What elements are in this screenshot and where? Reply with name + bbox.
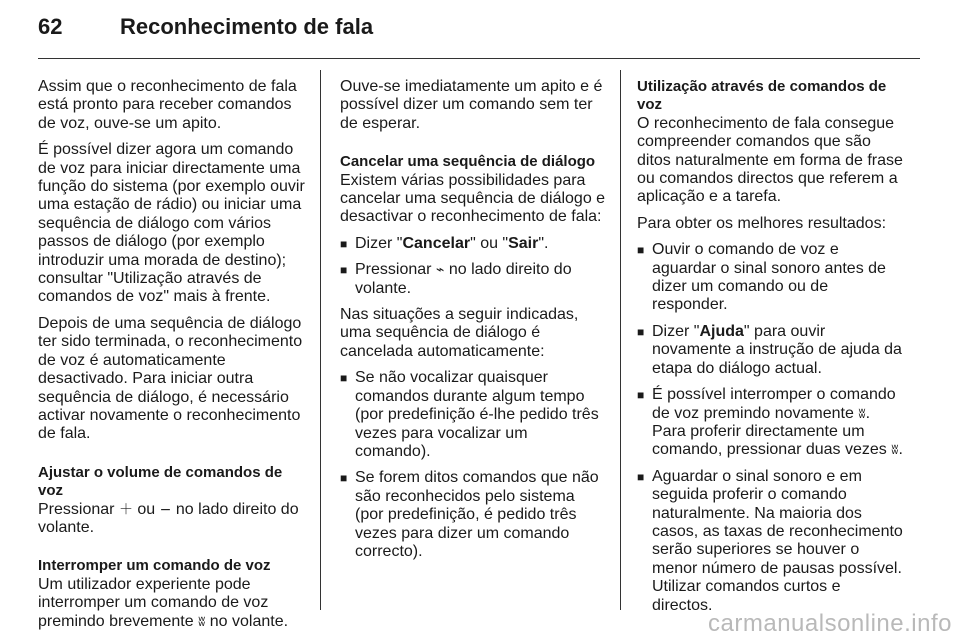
column-1	[38, 78, 306, 639]
section-heading-cancel: Cancelar uma sequência de diálogo	[340, 153, 596, 171]
bullet-icon: ■	[637, 324, 645, 339]
bullet-icon: ■	[637, 243, 645, 258]
list-item: ■ Aguardar o sinal sonoro e em seguida proferir o comando naturalmente. Na maioria dos casos, as taxas de reconhecimento serão superiores se houver o menor número de pausas possível. Utilizar comandos curtos e directos.	[637, 467, 903, 614]
plus-icon: ＋	[118, 501, 133, 518]
minus-icon: −	[159, 501, 172, 518]
paragraph-volume: Pressionar ＋ ou − no lado direito do volante.	[38, 500, 299, 536]
paragraph: Nas situações a seguir indicadas, uma sequência de diálogo é cancelada automaticamente:	[340, 306, 579, 360]
paragraph: O reconhecimento de fala consegue compreender comandos que são ditos naturalmente em forma de frase ou comandos directos que referem a aplicação e a tarefa.	[637, 114, 903, 206]
section-heading-interrupt: Interromper um comando de voz	[38, 557, 271, 575]
voice-command-icon: ʬ	[891, 442, 899, 459]
voice-command-icon: ʬ	[198, 613, 206, 630]
list-item: ■ É possível interromper o comando de voz premindo novamente ʬ. Para proferir directamente um comando, pressionar duas vezes ʬ.	[637, 386, 903, 459]
hang-up-icon: ⌁	[435, 262, 445, 279]
bullet-icon: ■	[340, 371, 348, 386]
column-divider	[320, 70, 321, 610]
voice-command-icon: ʬ	[858, 405, 866, 422]
cancel-options-list	[340, 235, 606, 298]
list-item: ■ Se não vocalizar quaisquer comandos durante algum tempo (por predefinição é-lhe pedido três vezes para vocalizar um comando).	[340, 369, 599, 460]
column-divider	[620, 70, 621, 610]
header-divider	[38, 58, 920, 59]
column-3	[637, 78, 905, 623]
bullet-icon: ■	[637, 469, 645, 484]
list-item: ■ Dizer "Ajuda" para ouvir novamente a instrução de ajuda da etapa do diálogo actual.	[637, 322, 902, 377]
bullet-icon: ■	[340, 263, 348, 278]
page-title: Reconhecimento de fala	[120, 14, 374, 39]
paragraph: Assim que o reconhecimento de fala está pronto para receber comandos de voz, ouve-se um apito.	[38, 78, 297, 132]
paragraph: Depois de uma sequência de diálogo ter sido terminada, o reconhecimento de voz é automaticamente desactivado. Para iniciar outra sequência de diálogo, é necessário activar novamente o reconhecimento de fala.	[38, 314, 303, 443]
page-number: 62	[38, 14, 63, 39]
bullet-icon: ■	[340, 236, 348, 251]
paragraph: Existem várias possibilidades para cancelar uma sequência de diálogo e desactivar o reconhecimento de fala:	[340, 171, 606, 226]
page-header	[38, 14, 920, 54]
list-item: ■ Pressionar ⌁ no lado direito do volante.	[340, 261, 572, 297]
paragraph: Ouve-se imediatamente um apito e é possível dizer um comando sem ter de esperar.	[340, 78, 603, 132]
paragraph-interrupt: Um utilizador experiente pode interromper um comando de voz premindo brevemente ʬ no volante.	[38, 575, 289, 630]
list-item: ■ Dizer "Cancelar" ou "Sair".	[340, 234, 549, 252]
watermark: carmanualsonline.info	[708, 610, 952, 637]
paragraph: Para obter os melhores resultados:	[637, 214, 887, 232]
bullet-icon: ■	[340, 471, 348, 486]
section-heading-usage: Utilização através de comandos de voz	[637, 78, 887, 114]
bullet-icon: ■	[637, 388, 645, 403]
list-item: ■ Ouvir o comando de voz e aguardar o sinal sonoro antes de dizer um comando ou de responder.	[637, 241, 886, 314]
tips-list	[637, 241, 905, 615]
section-heading-volume: Ajustar o volume de comandos de voz	[38, 463, 283, 500]
auto-cancel-list	[340, 369, 606, 561]
paragraph: É possível dizer agora um comando de voz para iniciar directamente uma função do sistema (por exemplo ouvir uma estação de rádio) ou iniciar uma sequência de diálogo com vários passos de diálogo (por exemplo introduzir uma morada de destino); consultar "Utilização através de comandos de voz" mais à frente.	[38, 141, 305, 306]
column-2	[340, 78, 606, 569]
list-item: ■ Se forem ditos comandos que não são reconhecidos pelo sistema (por predefinição, é pedido três vezes para dizer um comando correcto).	[340, 469, 599, 560]
